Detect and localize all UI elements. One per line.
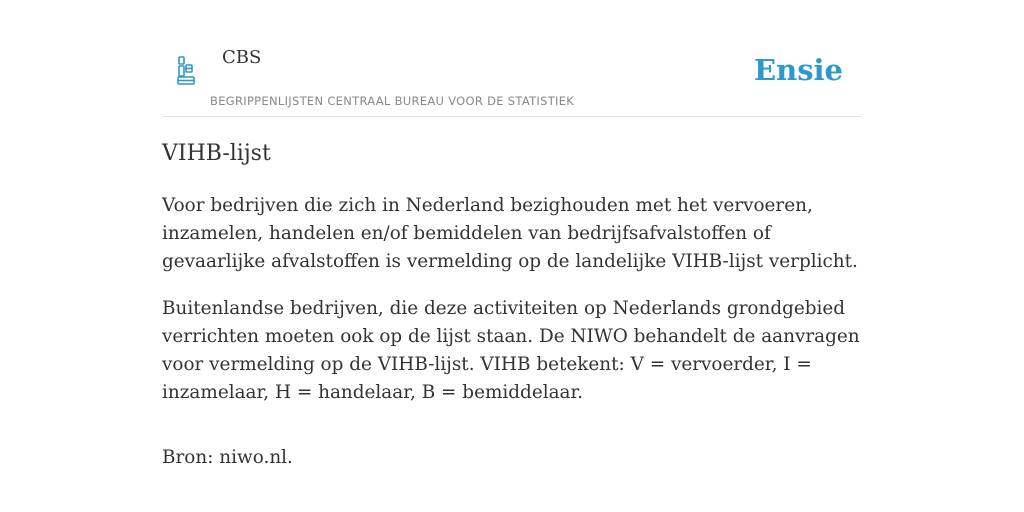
article: [162, 138, 862, 472]
article-paragraph: Voor bedrijven die zich in Nederland bezighouden met het vervoeren, inzamelen, handelen en/of bemiddelen van bedrijfsafvalstoffen of gevaarlijke afvalstoffen is vermelding op de landelijke VIHB-lijst verplicht.: [162, 195, 858, 272]
article-paragraph: Buitenlandse bedrijven, die deze activiteiten op Nederlands grondgebied verrichten moeten ook op de lijst staan. De NIWO behandelt de aanvragen voor vermelding op de VIHB-lijst. VIHB betekent: V = vervoerder, I = inzamelaar, H = handelaar, B = bemiddelaar.: [162, 298, 860, 403]
site-header: [162, 0, 862, 117]
org-name[interactable]: CBS: [222, 47, 262, 68]
header-subtitle[interactable]: BEGRIPPENLIJSTEN CENTRAAL BUREAU VOOR DE STATISTIEK: [210, 94, 575, 108]
page-title: VIHB-lijst: [162, 141, 271, 166]
cbs-logo-icon[interactable]: [176, 56, 196, 86]
brand-logo[interactable]: Ensie: [754, 53, 843, 87]
source-citation: Bron: niwo.nl.: [162, 447, 293, 468]
